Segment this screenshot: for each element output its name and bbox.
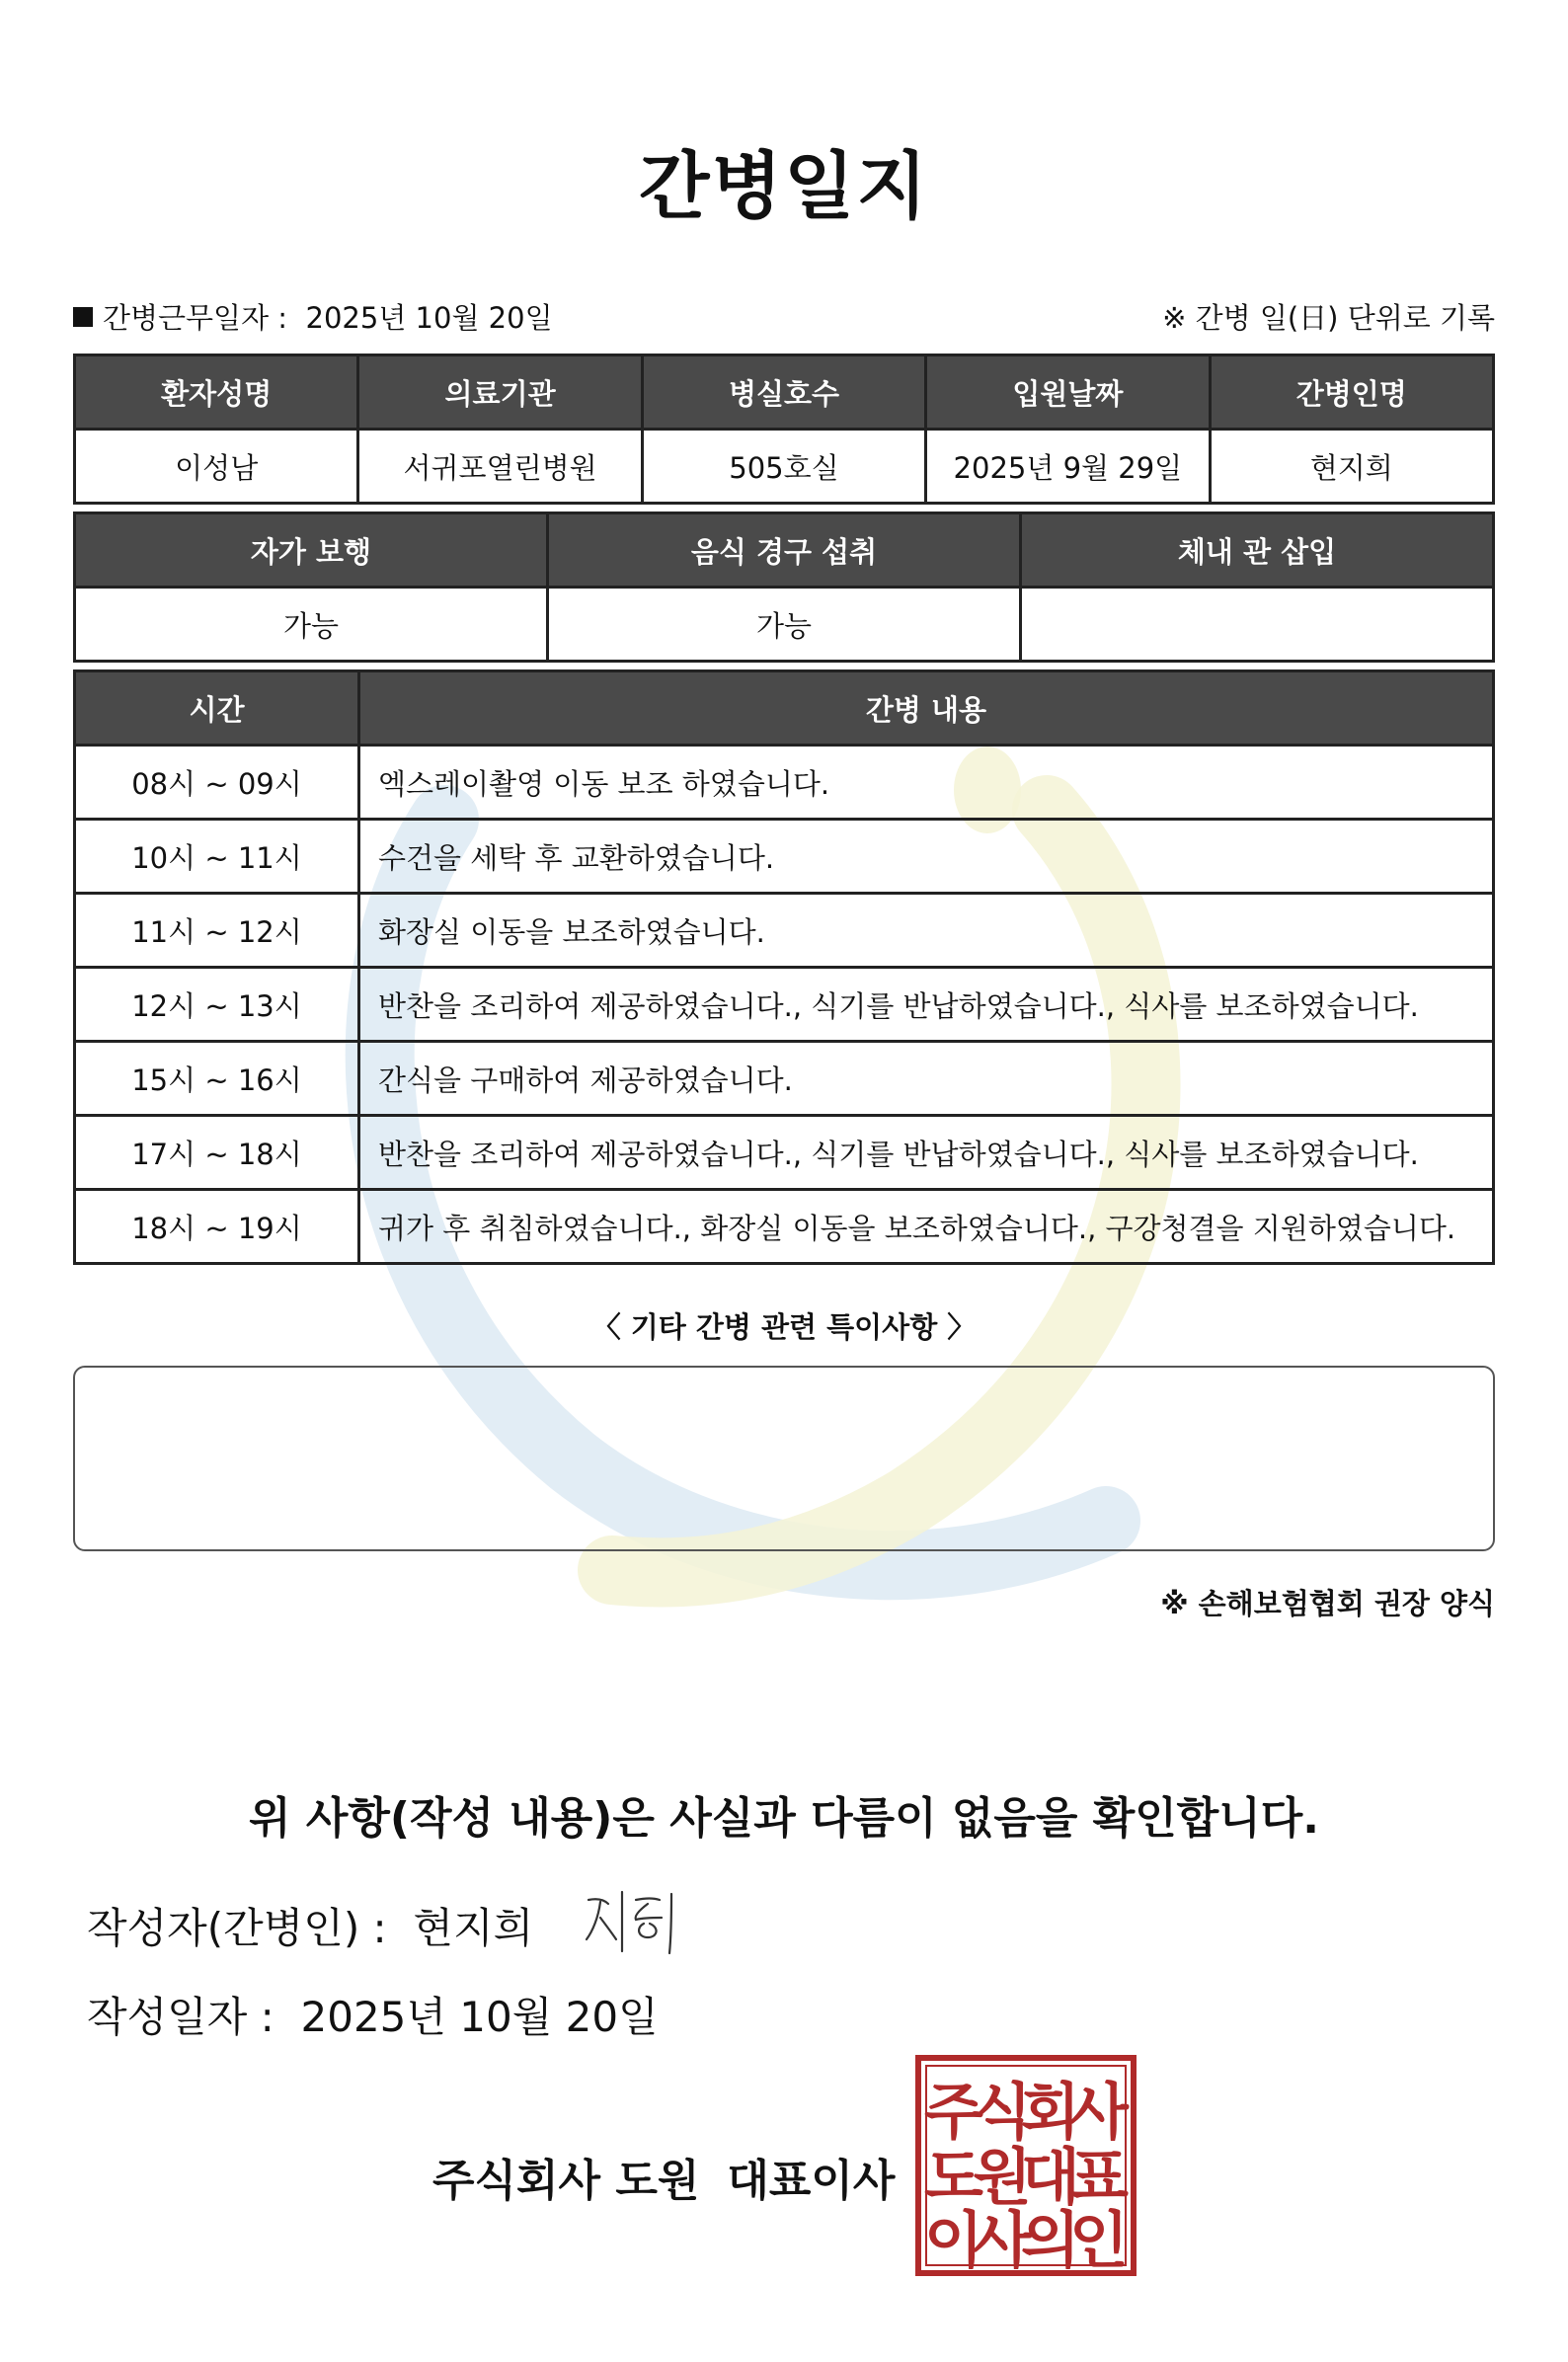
- room-number: 505호실: [642, 430, 925, 504]
- square-bullet-icon: [73, 307, 93, 327]
- company-role: 대표이사: [727, 2156, 896, 2206]
- log-content: 간식을 구매하여 제공하였습니다.: [359, 1042, 1494, 1116]
- table-row: [75, 430, 1494, 504]
- svg-text:사: 사: [973, 2204, 1032, 2276]
- svg-text:대: 대: [1021, 2141, 1080, 2213]
- table-row: [75, 968, 1494, 1042]
- care-log-table: [73, 669, 1495, 1265]
- svg-text:도: 도: [924, 2141, 983, 2213]
- patient-status-table: [73, 512, 1495, 663]
- daily-record-note: ※ 간병 일(日) 단위로 기록: [1162, 301, 1495, 335]
- log-content: 반찬을 조리하여 제공하였습니다., 식기를 반납하였습니다., 식사를 보조하였습니다.: [359, 1116, 1494, 1190]
- svg-text:주: 주: [924, 2076, 983, 2148]
- table-row: [75, 746, 1494, 820]
- log-time: 08시 ~ 09시: [75, 746, 359, 820]
- admission-date: 2025년 9월 29일: [926, 430, 1210, 504]
- log-time: 10시 ~ 11시: [75, 820, 359, 894]
- special-notes-box: [73, 1366, 1495, 1551]
- header-cell: 자가 보행: [75, 513, 548, 588]
- write-date-line: [87, 1985, 659, 2044]
- handwritten-signature: [583, 1888, 701, 1957]
- header-cell: 음식 경구 섭취: [548, 513, 1021, 588]
- svg-text:사: 사: [1069, 2076, 1129, 2148]
- log-content: 화장실 이동을 보조하였습니다.: [359, 894, 1494, 968]
- log-content: 귀가 후 취침하였습니다., 화장실 이동을 보조하였습니다., 구강청결을 지원하였습니다.: [359, 1190, 1494, 1264]
- writer-name: 현지희: [413, 1904, 534, 1952]
- special-notes-title: 〈 기타 간병 관련 특이사항 〉: [591, 1310, 977, 1344]
- svg-text:표: 표: [1069, 2141, 1129, 2213]
- table-row: [75, 1116, 1494, 1190]
- patient-name: 이성남: [75, 430, 358, 504]
- write-date-value: 2025년 10월 20일: [300, 1993, 659, 2041]
- page-title: 간병일지: [639, 144, 929, 229]
- table-row: [75, 820, 1494, 894]
- writer-line: [87, 1896, 533, 1955]
- svg-text:회: 회: [1021, 2076, 1080, 2148]
- table-row: [75, 894, 1494, 968]
- svg-text:인: 인: [1069, 2204, 1129, 2276]
- table-header-row: [75, 671, 1494, 746]
- header-cell: 환자성명: [75, 355, 358, 430]
- svg-text:의: 의: [1021, 2204, 1080, 2276]
- write-date-label: 작성일자 :: [87, 1993, 274, 2041]
- work-date-label: 간병근무일자 :: [103, 301, 288, 335]
- work-date-value: 2025년 10월 20일: [305, 301, 553, 335]
- header-cell: 병실호수: [642, 355, 925, 430]
- caregiver-name: 현지희: [1210, 430, 1493, 504]
- table-header-row: [75, 355, 1494, 430]
- svg-text:이: 이: [924, 2204, 983, 2276]
- recommended-form-note: ※ 손해보험협회 권장 양식: [1160, 1587, 1495, 1620]
- log-time: 17시 ~ 18시: [75, 1116, 359, 1190]
- self-walking-status: 가능: [75, 588, 548, 662]
- log-time: 11시 ~ 12시: [75, 894, 359, 968]
- svg-text:원: 원: [973, 2141, 1032, 2213]
- header-cell: 의료기관: [358, 355, 642, 430]
- patient-info-table: [73, 354, 1495, 505]
- company-line: [432, 2145, 922, 2208]
- hospital-name: 서귀포열린병원: [358, 430, 642, 504]
- table-row: [75, 1042, 1494, 1116]
- svg-text:식: 식: [973, 2076, 1032, 2148]
- header-cell: 체내 관 삽입: [1021, 513, 1494, 588]
- log-content: 엑스레이촬영 이동 보조 하였습니다.: [359, 746, 1494, 820]
- header-cell: 입원날짜: [926, 355, 1210, 430]
- log-time: 18시 ~ 19시: [75, 1190, 359, 1264]
- confirmation-statement: 위 사항(작성 내용)은 사실과 다름이 없음을 확인합니다.: [249, 1793, 1319, 1844]
- table-row: [75, 1190, 1494, 1264]
- header-cell: 간병인명: [1210, 355, 1493, 430]
- work-date-line: [73, 296, 553, 337]
- tube-insertion-status: [1021, 588, 1494, 662]
- header-cell: 시간: [75, 671, 359, 746]
- log-time: 12시 ~ 13시: [75, 968, 359, 1042]
- table-header-row: [75, 513, 1494, 588]
- company-name: 주식회사 도원: [432, 2156, 700, 2206]
- oral-intake-status: 가능: [548, 588, 1021, 662]
- table-row: [75, 588, 1494, 662]
- log-time: 15시 ~ 16시: [75, 1042, 359, 1116]
- log-content: 수건을 세탁 후 교환하였습니다.: [359, 820, 1494, 894]
- company-seal-stamp: [914, 2054, 1137, 2277]
- writer-label: 작성자(간병인) :: [87, 1904, 387, 1952]
- log-content: 반찬을 조리하여 제공하였습니다., 식기를 반납하였습니다., 식사를 보조하였습니다.: [359, 968, 1494, 1042]
- header-cell: 간병 내용: [359, 671, 1494, 746]
